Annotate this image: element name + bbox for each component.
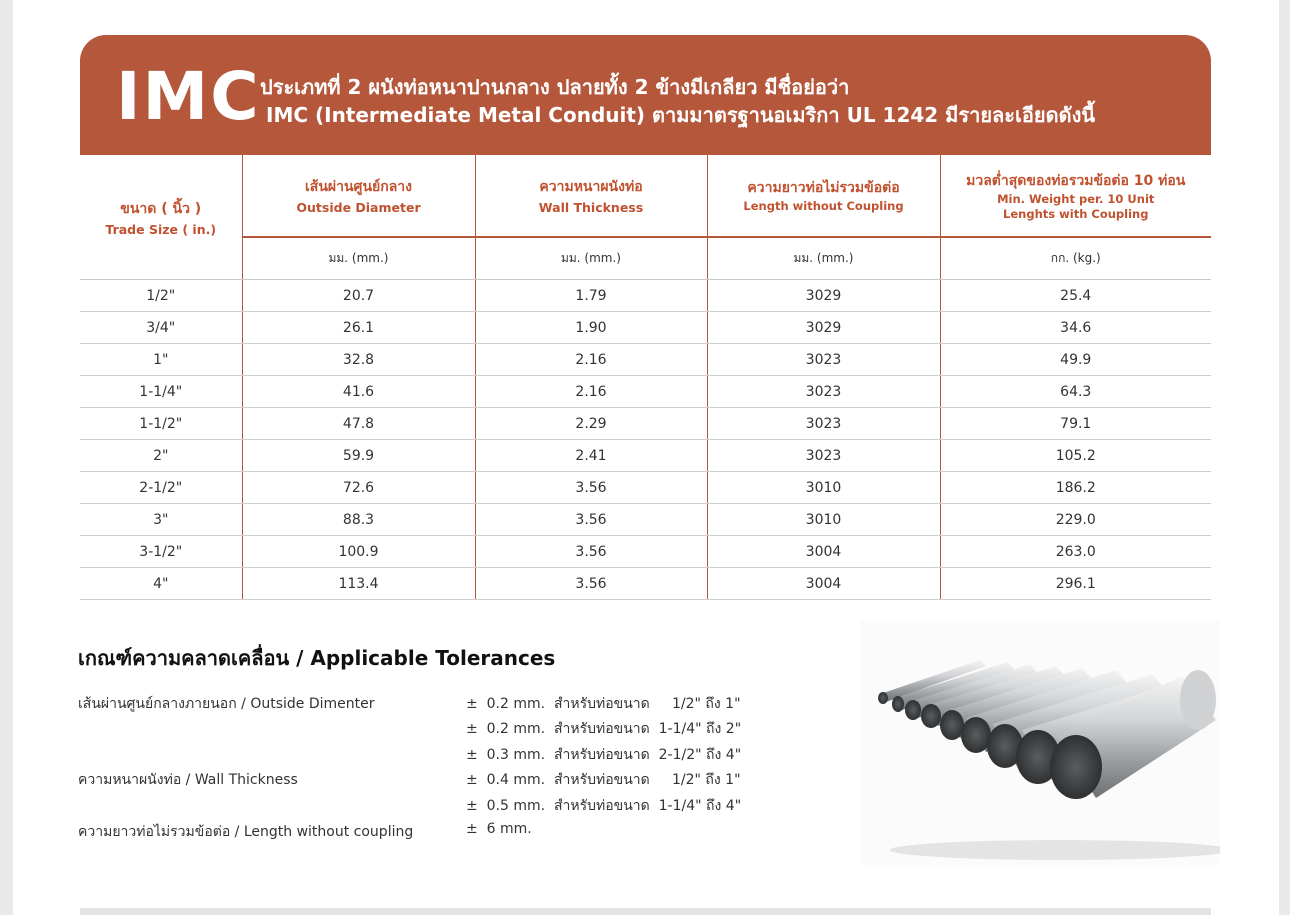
table-row — [80, 472, 1211, 504]
table-cell: 3010 — [707, 472, 940, 504]
table-cell: 3/4" — [80, 312, 242, 344]
header-od-th: เส้นผ่านศูนย์กลาง — [305, 179, 412, 195]
header-od-en: Outside Diameter — [296, 200, 421, 215]
table-cell: 3.56 — [475, 568, 707, 600]
table-cell: 1.79 — [475, 280, 707, 312]
table-cell: 3023 — [707, 440, 940, 472]
header-min-weight — [940, 155, 1211, 237]
table-cell: 64.3 — [940, 376, 1211, 408]
table-cell: 2.16 — [475, 376, 707, 408]
table-cell: 3029 — [707, 312, 940, 344]
header-length — [707, 155, 940, 237]
header-mw-en1: Min. Weight per. 10 Unit — [997, 191, 1155, 206]
table-cell: 2.16 — [475, 344, 707, 376]
unit-wt: มม. (mm.) — [475, 237, 707, 280]
table-cell: 3004 — [707, 568, 940, 600]
table-cell: 47.8 — [242, 408, 475, 440]
imc-logo-text: IMC — [116, 58, 261, 135]
table-cell: 2.41 — [475, 440, 707, 472]
header-len-en: Length without Coupling — [743, 199, 904, 213]
table-cell: 2" — [80, 440, 242, 472]
table-cell: 20.7 — [242, 280, 475, 312]
table-cell: 72.6 — [242, 472, 475, 504]
table-cell: 3023 — [707, 408, 940, 440]
title-banner — [80, 35, 1211, 155]
size-header — [80, 155, 242, 280]
table-cell: 3029 — [707, 280, 940, 312]
table-cell: 3.56 — [475, 504, 707, 536]
spec-table-body — [80, 280, 1211, 600]
table-row — [80, 504, 1211, 536]
banner-line-2: IMC (Intermediate Metal Conduit) ตามมาตรฐานอเมริกา UL 1242 มีรายละเอียดดังนี้ — [266, 103, 1096, 127]
table-cell: 88.3 — [242, 504, 475, 536]
table-row — [80, 408, 1211, 440]
table-row — [80, 440, 1211, 472]
table-cell: 26.1 — [242, 312, 475, 344]
table-cell: 263.0 — [940, 536, 1211, 568]
table-cell: 1" — [80, 344, 242, 376]
table-cell: 41.6 — [242, 376, 475, 408]
header-len-th: ความยาวท่อไม่รวมข้อต่อ — [747, 180, 900, 196]
header-wt-th: ความหนาผนังท่อ — [539, 179, 643, 195]
table-cell: 79.1 — [940, 408, 1211, 440]
table-cell: 100.9 — [242, 536, 475, 568]
table-cell: 105.2 — [940, 440, 1211, 472]
pipes-illustration — [860, 620, 1220, 865]
tolerance-value: ± 0.5 mm. สำหรับท่อขนาด 1-1/4" ถึง 4" — [466, 798, 742, 814]
tolerance-label: ความหนาผนังท่อ / Wall Thickness — [78, 772, 298, 788]
table-cell: 296.1 — [940, 568, 1211, 600]
tolerances-title: เกณฑ์ความคลาดเคลื่อน / Applicable Tolerances — [78, 646, 556, 670]
table-row — [80, 280, 1211, 312]
table-row — [80, 312, 1211, 344]
unit-od: มม. (mm.) — [242, 237, 475, 280]
header-mw-th: มวลต่ำสุดของท่อรวมข้อต่อ 10 ท่อน — [966, 172, 1186, 189]
table-cell: 3023 — [707, 344, 940, 376]
unit-mw: กก. (kg.) — [940, 237, 1211, 280]
bottom-divider — [80, 908, 1211, 915]
conduit-pipes-image — [860, 620, 1220, 865]
size-header-en: Trade Size ( in.) — [105, 221, 217, 237]
table-cell: 49.9 — [940, 344, 1211, 376]
table-cell: 3004 — [707, 536, 940, 568]
table-cell: 186.2 — [940, 472, 1211, 504]
table-cell: 1-1/2" — [80, 408, 242, 440]
spec-table — [80, 155, 1211, 600]
table-row — [80, 344, 1211, 376]
header-mw-en2: Lenghts with Coupling — [1003, 206, 1149, 221]
table-cell: 1.90 — [475, 312, 707, 344]
table-cell: 34.6 — [940, 312, 1211, 344]
table-cell: 3.56 — [475, 536, 707, 568]
table-cell: 3023 — [707, 376, 940, 408]
header-wall-thickness — [475, 155, 707, 237]
tolerance-value: ± 0.2 mm. สำหรับท่อขนาด 1-1/4" ถึง 2" — [466, 721, 742, 737]
tolerance-value: ± 6 mm. — [466, 821, 532, 837]
table-row — [80, 536, 1211, 568]
tolerance-label: เส้นผ่านศูนย์กลางภายนอก / Outside Dimenter — [78, 696, 375, 712]
header-wt-en: Wall Thickness — [538, 200, 644, 215]
table-row — [80, 376, 1211, 408]
tolerance-value: ± 0.3 mm. สำหรับท่อขนาด 2-1/2" ถึง 4" — [466, 747, 742, 763]
table-row — [80, 568, 1211, 600]
tolerance-label: ความยาวท่อไม่รวมข้อต่อ / Length without coupling — [78, 824, 414, 840]
table-cell: 3.56 — [475, 472, 707, 504]
table-cell: 32.8 — [242, 344, 475, 376]
table-cell: 1/2" — [80, 280, 242, 312]
tolerance-value: ± 0.4 mm. สำหรับท่อขนาด 1/2" ถึง 1" — [466, 772, 741, 788]
table-cell: 25.4 — [940, 280, 1211, 312]
table-cell: 113.4 — [242, 568, 475, 600]
table-cell: 3-1/2" — [80, 536, 242, 568]
table-cell: 1-1/4" — [80, 376, 242, 408]
table-cell: 3" — [80, 504, 242, 536]
size-header-th: ขนาด ( นิ้ว ) — [120, 200, 202, 217]
tolerance-value: ± 0.2 mm. สำหรับท่อขนาด 1/2" ถึง 1" — [466, 696, 741, 712]
banner-line-1: ประเภทที่ 2 ผนังท่อหนาปานกลาง ปลายทั้ง 2 ข้างมีเกลียว มีชื่อย่อว่า — [260, 75, 850, 99]
table-cell: 229.0 — [940, 504, 1211, 536]
header-outside-diameter — [242, 155, 475, 237]
table-cell: 2-1/2" — [80, 472, 242, 504]
table-cell: 4" — [80, 568, 242, 600]
table-cell: 3010 — [707, 504, 940, 536]
table-cell: 2.29 — [475, 408, 707, 440]
table-cell: 59.9 — [242, 440, 475, 472]
unit-len: มม. (mm.) — [707, 237, 940, 280]
